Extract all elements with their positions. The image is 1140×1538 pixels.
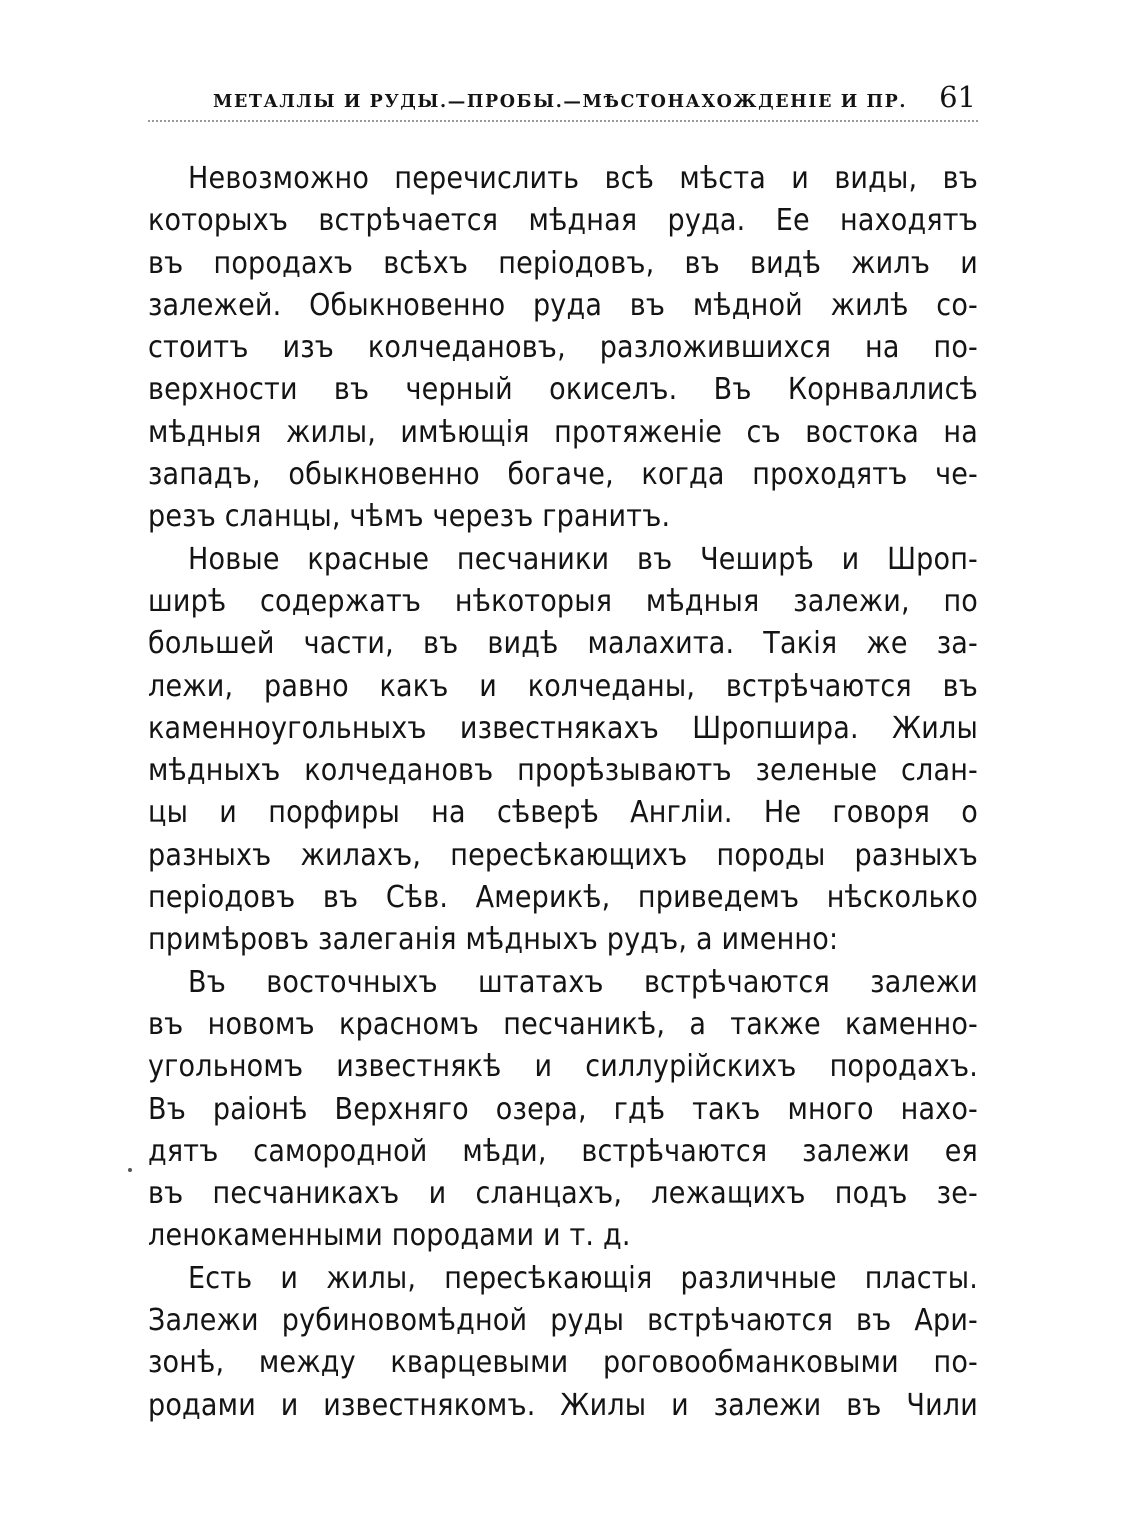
text-line: которыхъ встрѣчается мѣдная руда. Ее находятъ [148, 203, 978, 239]
text-line: западъ, обыкновенно богаче, когда проходятъ че- [148, 457, 978, 493]
body-text [148, 158, 978, 1427]
text-line: мѣдныхъ колчедановъ прорѣзываютъ зеленые слан- [148, 753, 978, 789]
text-line: ширѣ содержатъ нѣкоторыя мѣдныя залежи, по [148, 583, 978, 619]
running-title: МЕТАЛЛЫ И РУДЫ.—ПРОБЫ.—МѢСТОНАХОЖДЕНІЕ И ПР. [213, 92, 908, 112]
text-line: Невозможно перечислить всѣ мѣста и виды, въ [188, 161, 978, 196]
text-line: разныхъ жилахъ, пересѣкающихъ породы разныхъ [148, 837, 978, 873]
text-line: періодовъ въ Сѣв. Америкѣ, приведемъ нѣсколько [148, 880, 978, 916]
text-line: примѣровъ залеганія мѣдныхъ рудъ, а именно: [148, 922, 839, 958]
text-line: лежи, равно какъ и колчеданы, встрѣчаются въ [148, 668, 978, 704]
page-number: 61 [939, 80, 976, 114]
text-line: въ песчаникахъ и сланцахъ, лежащихъ подъ зе- [148, 1176, 978, 1212]
text-line: цы и порфиры на сѣверѣ Англіи. Не говоря о [148, 795, 978, 831]
text-line: мѣдныя жилы, имѣющія протяженіе съ востока на [148, 414, 978, 450]
text-line: залежей. Обыкновенно руда въ мѣдной жилѣ со- [148, 287, 978, 323]
text-line: Въ раіонѣ Верхняго озера, гдѣ такъ много нахо- [148, 1091, 978, 1127]
text-line: верхности въ черный окиселъ. Въ Корнваллисѣ [148, 372, 978, 408]
text-line: зонѣ, между кварцевыми роговообманковыми по- [148, 1345, 978, 1381]
text-line: дятъ самородной мѣди, встрѣчаются залежи ея [148, 1133, 978, 1169]
text-line: родами и известнякомъ. Жилы и залежи въ Чили [148, 1387, 978, 1423]
header-rule [148, 120, 978, 122]
text-line: Залежи рубиновомѣдной руды встрѣчаются въ Ари- [148, 1303, 978, 1339]
text-line: въ новомъ красномъ песчаникѣ, а также каменно- [148, 1006, 978, 1042]
text-line: ленокаменными породами и т. д. [148, 1218, 631, 1254]
margin-speck [128, 1168, 132, 1172]
text-line: въ породахъ всѣхъ періодовъ, въ видѣ жилъ и [148, 245, 978, 281]
text-line: Новые красные песчаники въ Чеширѣ и Шроп- [188, 541, 978, 577]
text-line: резъ сланцы, чѣмъ черезъ гранитъ. [148, 499, 671, 535]
text-line: каменноугольныхъ известнякахъ Шропшира. Жилы [148, 710, 978, 746]
text-line: угольномъ известнякѣ и силлурійскихъ породахъ. [148, 1049, 978, 1085]
running-header [148, 78, 978, 118]
text-line: Есть и жилы, пересѣкающія различные пласты. [188, 1260, 978, 1296]
text-line: большей части, въ видѣ малахита. Такія же за- [148, 626, 978, 662]
text-line: Въ восточныхъ штатахъ встрѣчаются залежи [188, 964, 978, 1000]
text-line: стоитъ изъ колчедановъ, разложившихся на по- [148, 330, 978, 366]
